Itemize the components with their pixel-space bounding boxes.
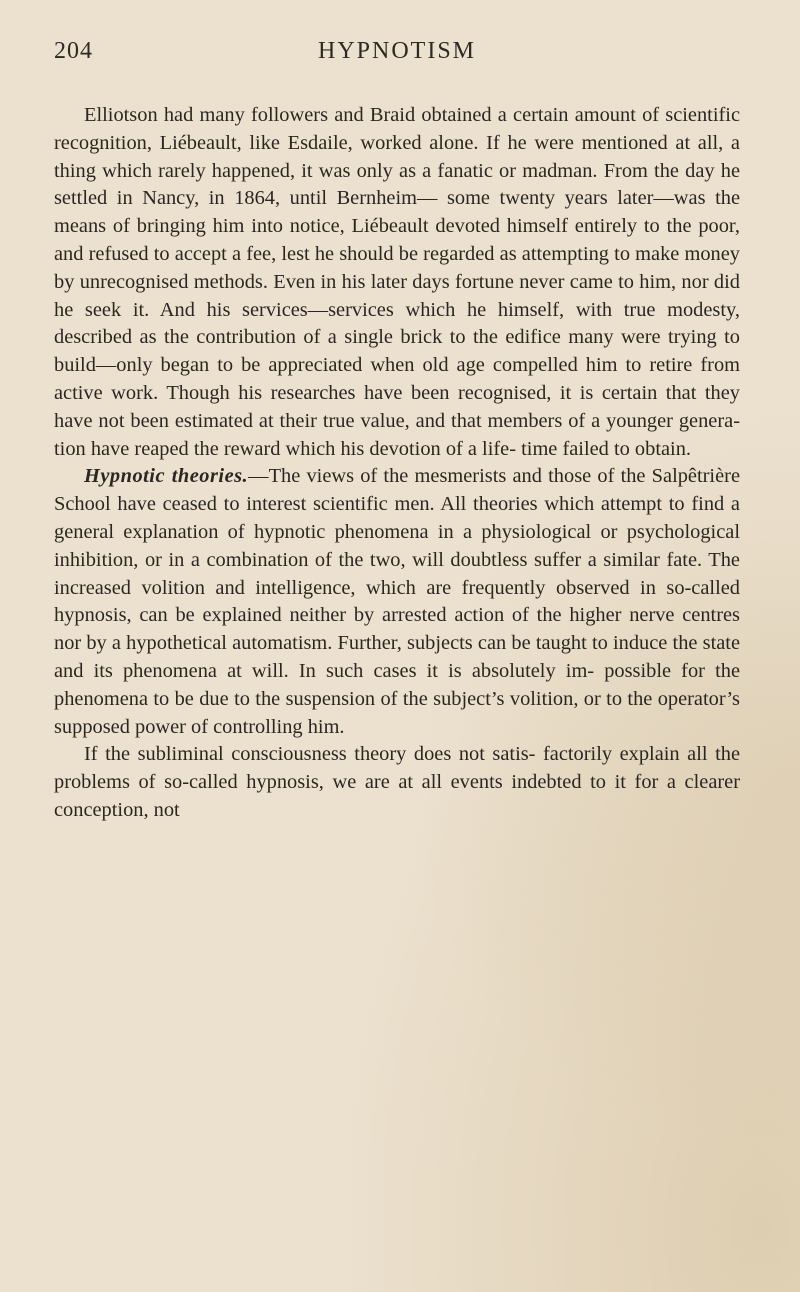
paragraph-1: Elliotson had many followers and Braid obtained a certain amount of scientific recognition, Liébeault, like Esdaile, worked alone. If he were mentioned at all, a thing which rarely happened, it was only as a fanatic or madman. From the day he settled in Nancy, in 1864, until Bernheim— some twenty years later—was the means of bringing him into notice, Liébeault devoted himself entirely to the poor, and refused to accept a fee, lest he should be regarded as attempting to make money by unrecognised methods. Even in his later days fortune never came to him, nor did he seek it. And his services—services which he himself, with true modesty, described as the contribution of a single brick to the edifice many were trying to build—only began to be appreciated when old age compelled him to retire from active work. Though his researches have been recognised, it is certain that they have not been estimated at their true value, and that members of a younger genera- tion have reaped the reward which his devotion of a life- time failed to obtain. xyxy=(54,104,740,460)
section-heading: Hypnotic theories. xyxy=(84,465,249,488)
paragraph-3: If the subliminal consciousness theory does not satis- factorily explain all the problems of so-called hypnosis, we are at all events indebted to it for a clearer conception, not xyxy=(54,743,740,821)
paragraph-2 xyxy=(54,463,740,741)
book-page xyxy=(54,28,740,825)
running-header xyxy=(54,28,740,74)
body-text xyxy=(54,102,740,825)
page-number: 204 xyxy=(54,38,93,64)
running-title: HYPNOTISM xyxy=(317,38,476,64)
paragraph-2-text: —The views of the mesmerists and those of the Salpêtrière School have ceased to interest scientific men. All theories which attempt to find a general explanation of hypnotic phenomena in a physiological or psychological inhibition, or in a combination of the two, will doubtless suffer a similar fate. The increased volition and intelligence, which are frequently observed in so-called hypnosis, can be explained neither by arrested action of the higher nerve centres nor by a hypothetical automatism. Further, subjects can be taught to induce the state and its phenomena at will. In such cases it is absolutely im- possible for the phenomena to be due to the suspension of the subject’s volition, or to the operator’s supposed power of controlling him. xyxy=(54,465,740,738)
